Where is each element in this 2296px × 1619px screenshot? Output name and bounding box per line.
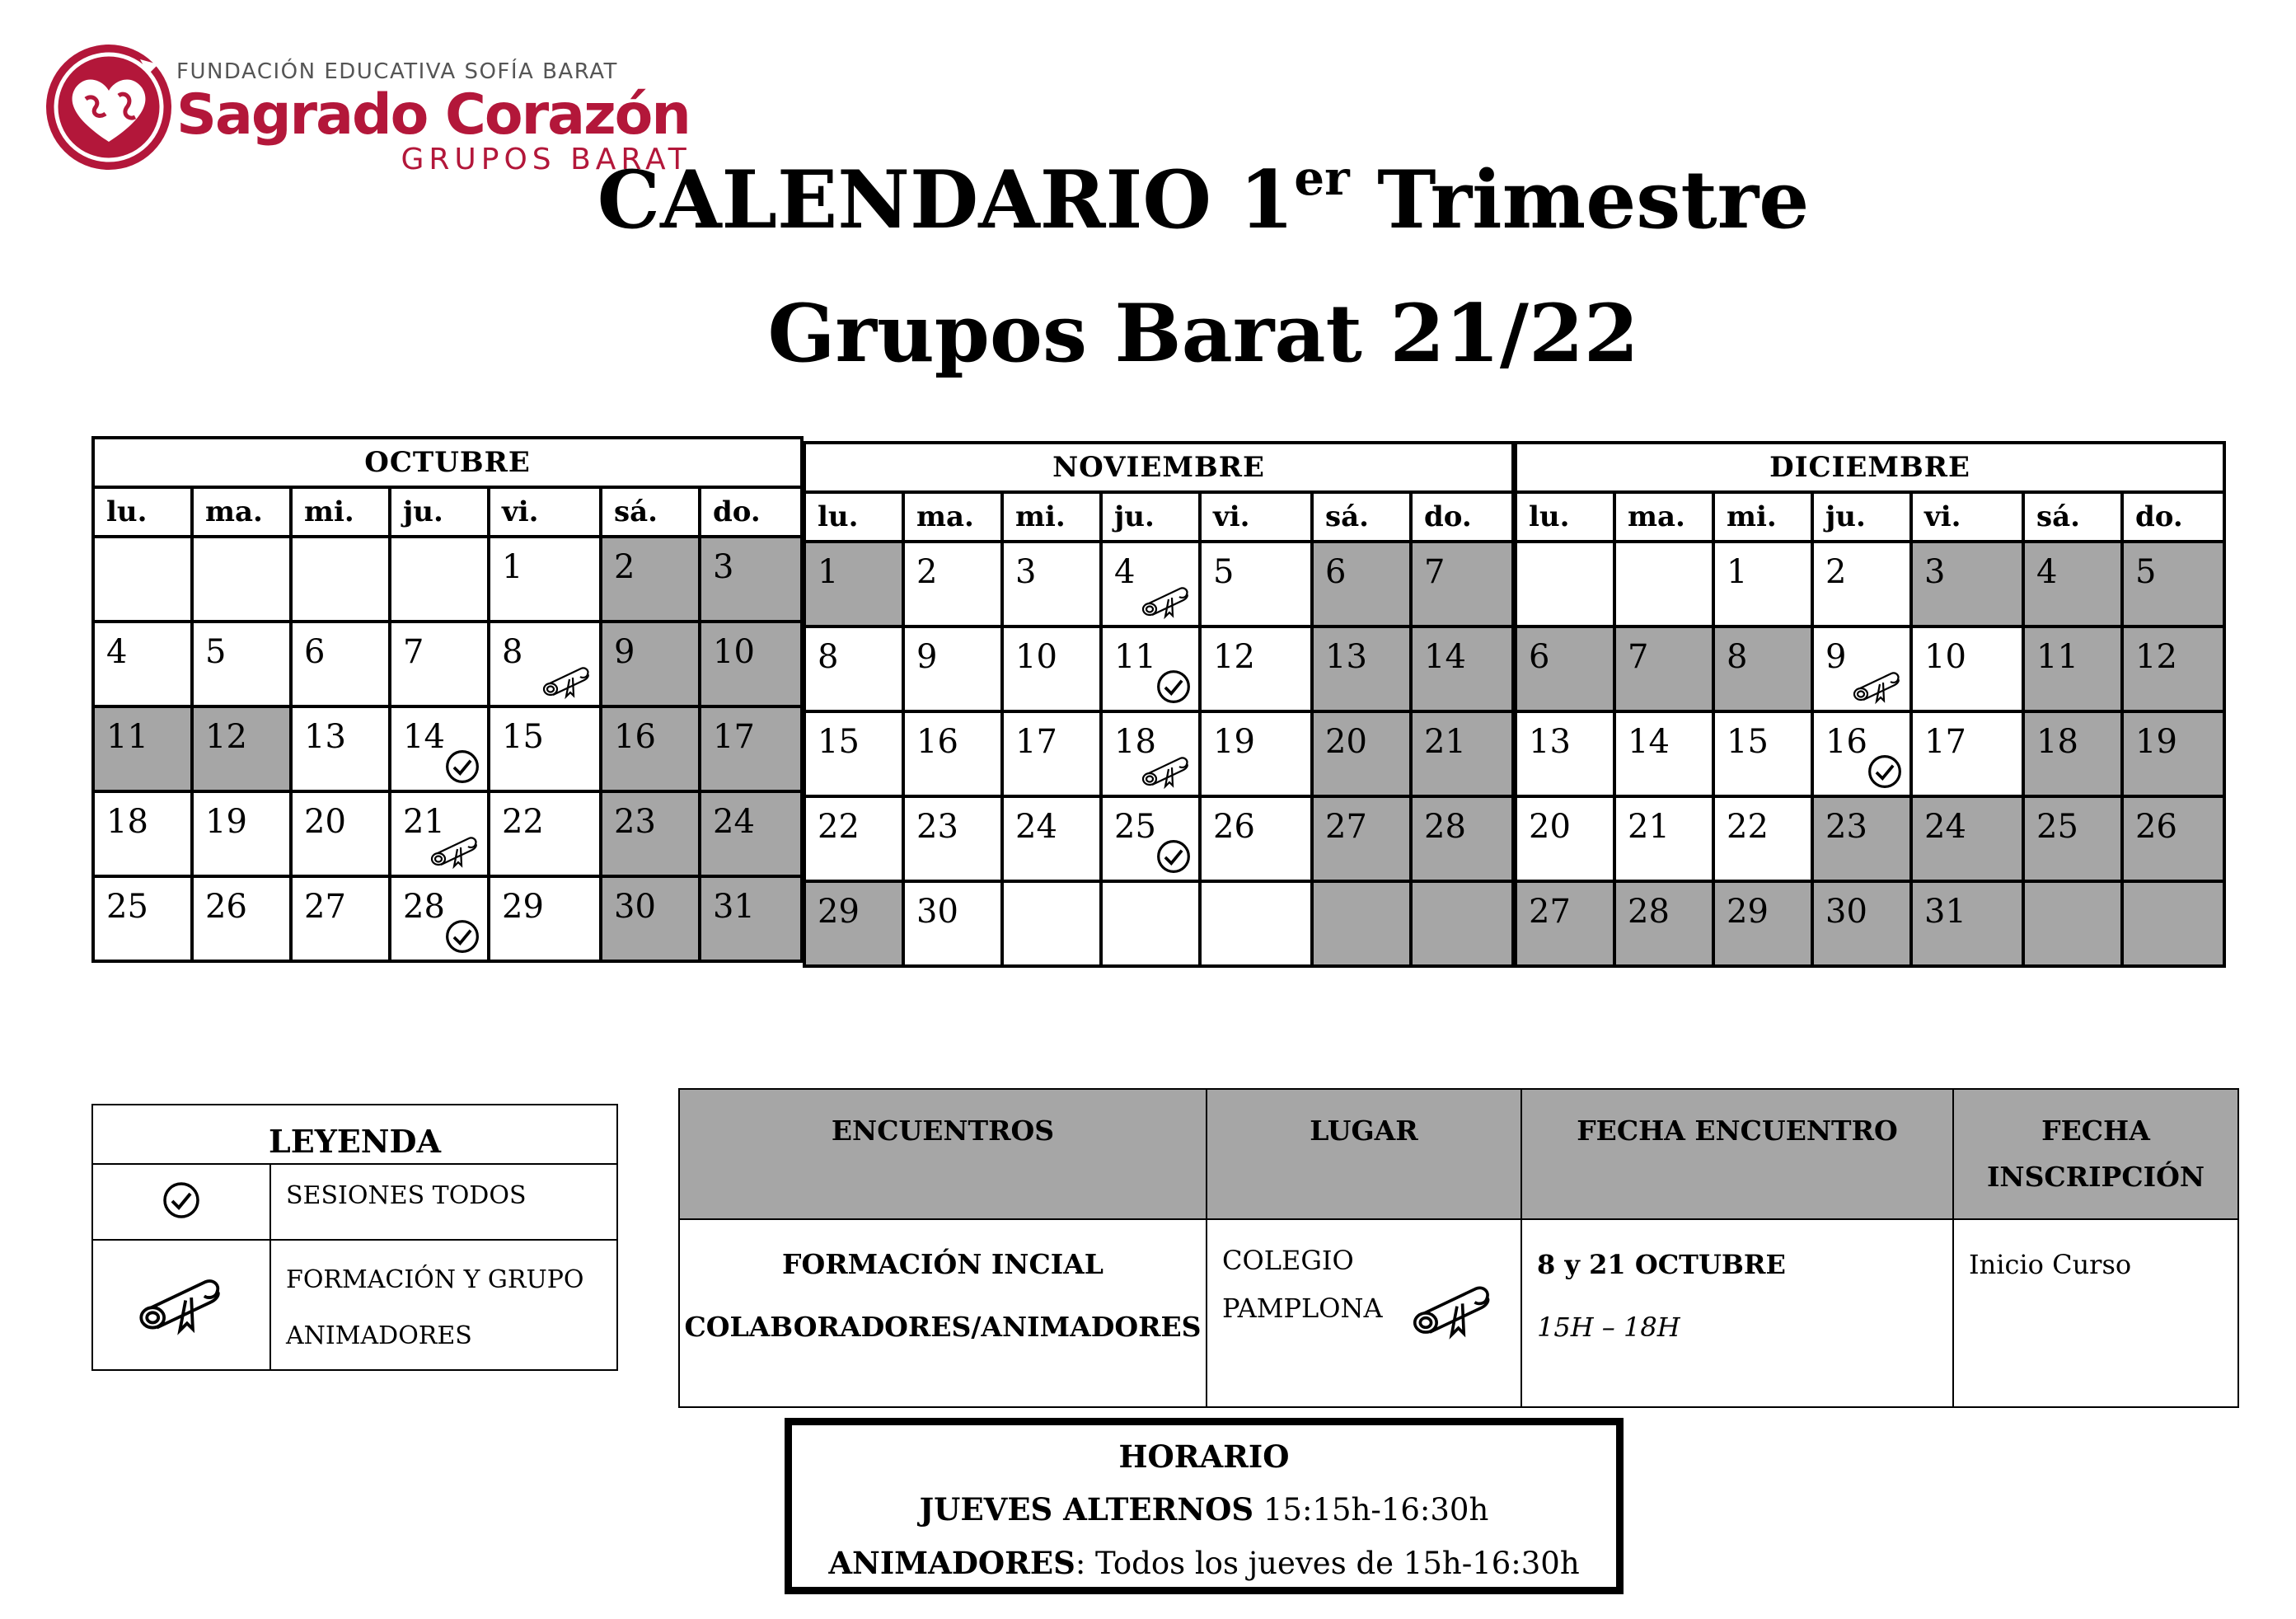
calendar-day: [1911, 796, 2023, 881]
day-number: 28: [1424, 808, 1466, 846]
day-number: 30: [1825, 893, 1867, 931]
page-title: CALENDARIO 1er Trimestre: [597, 150, 1810, 246]
calendar-day: [489, 706, 601, 791]
day-number: 11: [2036, 638, 2078, 676]
calendar-day: [804, 542, 903, 626]
calendar-day: [601, 791, 700, 876]
day-number: 17: [713, 718, 755, 756]
calendar-octubre: [91, 436, 804, 963]
day-number: 11: [1114, 638, 1156, 676]
calendar-diciembre: [1514, 441, 2226, 968]
calendar-day: [1812, 542, 1911, 626]
calendar-day: [291, 791, 390, 876]
month-name: DICIEMBRE: [1516, 443, 2224, 492]
calendar-day: [390, 537, 489, 622]
weekday-header: ju.: [1812, 492, 1911, 542]
day-number: 2: [916, 553, 938, 591]
scroll-icon: [136, 1270, 227, 1336]
header-fecha-encuentro: FECHA ENCUENTRO: [1521, 1089, 1953, 1219]
calendar-day: [2023, 881, 2122, 966]
day-number: 1: [1727, 553, 1748, 591]
calendar-day: [390, 622, 489, 706]
calendar-week: [1516, 711, 2224, 796]
weekday-header: lu.: [93, 487, 192, 537]
weekday-header: lu.: [1516, 492, 1614, 542]
calendar-week: [804, 796, 1513, 881]
calendar-day: [1312, 626, 1411, 711]
day-number: 13: [1325, 638, 1367, 676]
calendar-day: [1713, 542, 1812, 626]
calendar-day: [1812, 796, 1911, 881]
header-fecha-inscripcion: FECHA INSCRIPCIÓN: [1953, 1089, 2238, 1219]
day-number: 31: [1924, 893, 1966, 931]
calendar-day: [1812, 626, 1911, 711]
day-number: 12: [2135, 638, 2177, 676]
day-number: 19: [2135, 723, 2177, 761]
calendar-day: [93, 876, 192, 961]
calendar-day: [1713, 711, 1812, 796]
day-number: 30: [916, 893, 958, 931]
day-number: 20: [304, 803, 346, 841]
day-number: 3: [713, 548, 734, 586]
day-number: 2: [1825, 553, 1847, 591]
calendar-day: [1002, 711, 1101, 796]
day-number: 18: [106, 803, 148, 841]
day-number: 7: [1424, 553, 1446, 591]
day-number: 24: [1015, 808, 1057, 846]
calendar-day: [2122, 711, 2224, 796]
day-number: 21: [403, 803, 445, 841]
scroll-icon: [1141, 582, 1192, 620]
calendar-week: [804, 542, 1513, 626]
calendar-day: [1516, 542, 1614, 626]
day-number: 23: [916, 808, 958, 846]
day-number: 25: [106, 888, 148, 926]
day-number: 7: [403, 633, 424, 671]
month-name: OCTUBRE: [93, 438, 802, 487]
check-icon: [1155, 669, 1192, 705]
calendar-day: [93, 706, 192, 791]
calendar-day: [903, 711, 1002, 796]
calendar-day: [903, 626, 1002, 711]
day-number: 5: [1213, 553, 1235, 591]
check-icon: [444, 918, 480, 955]
day-number: 18: [1114, 723, 1156, 761]
calendar-day: [804, 626, 903, 711]
day-number: 4: [106, 633, 128, 671]
calendar-day: [1200, 542, 1312, 626]
calendar-day: [1911, 711, 2023, 796]
day-number: 25: [2036, 808, 2078, 846]
day-number: 13: [1529, 723, 1571, 761]
day-number: 9: [614, 633, 635, 671]
day-number: 1: [818, 553, 839, 591]
calendar-day: [804, 796, 903, 881]
calendar-day: [1101, 881, 1200, 966]
day-number: 3: [1924, 553, 1946, 591]
calendar-day: [489, 622, 601, 706]
weekday-header: vi.: [1911, 492, 2023, 542]
day-number: 13: [304, 718, 346, 756]
day-number: 31: [713, 888, 755, 926]
day-number: 18: [2036, 723, 2078, 761]
calendar-day: [1411, 796, 1513, 881]
weekday-header: vi.: [1200, 492, 1312, 542]
calendar-day: [2122, 796, 2224, 881]
calendar-day: [1516, 881, 1614, 966]
legend-title: LEYENDA: [92, 1105, 617, 1164]
calendar-day: [1101, 796, 1200, 881]
day-number: 8: [818, 638, 839, 676]
cell-fecha-encuentro: 8 y 21 OCTUBRE 15H – 18H: [1521, 1219, 1953, 1407]
day-number: 15: [818, 723, 860, 761]
day-number: 22: [1727, 808, 1769, 846]
calendar-day: [1911, 881, 2023, 966]
calendar-day: [1614, 626, 1713, 711]
weekday-header: ma.: [192, 487, 291, 537]
weekday-header: do.: [1411, 492, 1513, 542]
day-number: 1: [502, 548, 523, 586]
day-number: 15: [502, 718, 544, 756]
calendar-day: [1713, 626, 1812, 711]
calendar-day: [192, 622, 291, 706]
day-number: 4: [1114, 553, 1136, 591]
calendar-day: [1516, 796, 1614, 881]
day-number: 9: [916, 638, 938, 676]
scroll-icon: [541, 662, 593, 700]
calendar-day: [1312, 542, 1411, 626]
calendar-day: [390, 706, 489, 791]
calendar-week: [93, 706, 802, 791]
day-number: 25: [1114, 808, 1156, 846]
calendar-day: [903, 542, 1002, 626]
month-name: NOVIEMBRE: [804, 443, 1513, 492]
legend-table: [91, 1104, 618, 1371]
calendar-day: [601, 876, 700, 961]
logo-groups-text: GRUPOS BARAT: [401, 143, 691, 176]
day-number: 10: [1924, 638, 1966, 676]
day-number: 5: [205, 633, 227, 671]
calendar-day: [390, 791, 489, 876]
day-number: 16: [614, 718, 656, 756]
day-number: 3: [1015, 553, 1037, 591]
day-number: 28: [403, 888, 445, 926]
legend-scroll-cell: [92, 1240, 270, 1370]
day-number: 21: [1628, 808, 1670, 846]
header-lugar: LUGAR: [1207, 1089, 1521, 1219]
day-number: 27: [1325, 808, 1367, 846]
day-number: 11: [106, 718, 148, 756]
calendar-day: [1411, 881, 1513, 966]
day-number: 29: [818, 893, 860, 931]
calendar-day: [489, 791, 601, 876]
weekday-header: mi.: [291, 487, 390, 537]
calendar-day: [291, 876, 390, 961]
schedule-box: [785, 1418, 1624, 1594]
check-icon: [1867, 753, 1903, 790]
calendar-day: [1002, 881, 1101, 966]
logo: [43, 41, 691, 176]
cell-fecha-inscripcion: Inicio Curso: [1953, 1219, 2238, 1407]
day-number: 26: [2135, 808, 2177, 846]
calendar-day: [903, 881, 1002, 966]
check-icon: [162, 1180, 201, 1220]
calendar-day: [700, 791, 802, 876]
weekday-header: sá.: [1312, 492, 1411, 542]
calendar-day: [700, 537, 802, 622]
day-number: 14: [1424, 638, 1466, 676]
day-number: 6: [304, 633, 326, 671]
calendar-day: [1200, 626, 1312, 711]
day-number: 5: [2135, 553, 2157, 591]
calendar-day: [1312, 881, 1411, 966]
day-number: 14: [1628, 723, 1670, 761]
day-number: 12: [205, 718, 247, 756]
calendar-day: [601, 706, 700, 791]
calendar-week: [804, 626, 1513, 711]
weekday-header: mi.: [1002, 492, 1101, 542]
schedule-title: HORARIO: [1118, 1438, 1290, 1475]
weekday-header: do.: [2122, 492, 2224, 542]
calendar-day: [601, 622, 700, 706]
calendar-day: [1002, 626, 1101, 711]
day-number: 23: [1825, 808, 1867, 846]
check-icon: [444, 748, 480, 785]
day-number: 8: [502, 633, 523, 671]
legend-check-cell: [92, 1164, 270, 1240]
day-number: 26: [205, 888, 247, 926]
calendar-day: [601, 537, 700, 622]
page-subtitle: Grupos Barat 21/22: [767, 287, 1639, 380]
day-number: 27: [304, 888, 346, 926]
calendar-day: [1101, 542, 1200, 626]
schedule-line-alternos: JUEVES ALTERNOS 15:15h-16:30h: [919, 1491, 1489, 1527]
calendar-day: [1614, 881, 1713, 966]
calendar-week: [1516, 881, 2224, 966]
scroll-icon: [1852, 667, 1903, 705]
calendar-week: [93, 537, 802, 622]
day-number: 16: [1825, 723, 1867, 761]
calendar-day: [700, 622, 802, 706]
calendar-day: [700, 876, 802, 961]
calendar-week: [93, 876, 802, 961]
calendar-day: [2023, 796, 2122, 881]
day-number: 22: [818, 808, 860, 846]
day-number: 30: [614, 888, 656, 926]
weekday-header: ma.: [1614, 492, 1713, 542]
calendar-day: [804, 711, 903, 796]
day-number: 26: [1213, 808, 1255, 846]
calendar-day: [192, 706, 291, 791]
calendar-week: [93, 622, 802, 706]
calendar-day: [489, 876, 601, 961]
weekday-header: ju.: [390, 487, 489, 537]
day-number: 24: [713, 803, 755, 841]
calendar-day: [1911, 542, 2023, 626]
calendar-day: [2023, 626, 2122, 711]
calendar-day: [93, 622, 192, 706]
day-number: 16: [916, 723, 958, 761]
calendar-day: [1002, 796, 1101, 881]
weekday-header: lu.: [804, 492, 903, 542]
calendar-day: [1411, 542, 1513, 626]
calendar-day: [291, 622, 390, 706]
schedule-line-animadores: ANIMADORES: Todos los jueves de 15h-16:30h: [828, 1545, 1580, 1581]
calendar-day: [1911, 626, 2023, 711]
cell-encuentro: FORMACIÓN INCIAL COLABORADORES/ANIMADORES: [679, 1219, 1207, 1407]
day-number: 22: [502, 803, 544, 841]
day-number: 23: [614, 803, 656, 841]
day-number: 29: [1727, 893, 1769, 931]
weekday-header: ma.: [903, 492, 1002, 542]
calendar-day: [1002, 542, 1101, 626]
day-number: 20: [1529, 808, 1571, 846]
day-number: 24: [1924, 808, 1966, 846]
weekday-header: ju.: [1101, 492, 1200, 542]
calendar-day: [1614, 711, 1713, 796]
calendar-day: [192, 537, 291, 622]
day-number: 6: [1325, 553, 1347, 591]
weekday-header: sá.: [2023, 492, 2122, 542]
legend-scroll-text: FORMACIÓN Y GRUPO ANIMADORES: [270, 1240, 617, 1370]
calendar-day: [2122, 881, 2224, 966]
calendar-week: [1516, 796, 2224, 881]
day-number: 10: [713, 633, 755, 671]
calendar-week: [804, 711, 1513, 796]
calendar-day: [192, 876, 291, 961]
logo-heart-globe-icon: [43, 41, 175, 173]
weekday-header: vi.: [489, 487, 601, 537]
weekday-header: do.: [700, 487, 802, 537]
day-number: 6: [1529, 638, 1550, 676]
day-number: 17: [1924, 723, 1966, 761]
day-number: 4: [2036, 553, 2058, 591]
calendar-day: [2023, 542, 2122, 626]
calendar-noviembre: [803, 441, 1515, 968]
day-number: 28: [1628, 893, 1670, 931]
calendar-day: [2023, 711, 2122, 796]
calendar-day: [804, 881, 903, 966]
check-icon: [1155, 838, 1192, 875]
calendar-week: [93, 791, 802, 876]
calendar-day: [1713, 881, 1812, 966]
calendar-day: [192, 791, 291, 876]
calendar-day: [1411, 626, 1513, 711]
day-number: 9: [1825, 638, 1847, 676]
calendar-day: [1101, 626, 1200, 711]
calendar-day: [1516, 626, 1614, 711]
logo-brand-name: Sagrado Corazón: [176, 82, 690, 148]
calendar-day: [1312, 796, 1411, 881]
day-number: 7: [1628, 638, 1649, 676]
logo-foundation-text: FUNDACIÓN EDUCATIVA SOFÍA BARAT: [176, 59, 618, 84]
calendar-day: [1614, 796, 1713, 881]
legend-check-text: SESIONES TODOS: [270, 1164, 617, 1240]
day-number: 12: [1213, 638, 1255, 676]
day-number: 14: [403, 718, 445, 756]
calendar-day: [1614, 542, 1713, 626]
calendar-day: [93, 537, 192, 622]
calendar-day: [291, 537, 390, 622]
calendar-day: [1713, 796, 1812, 881]
calendar-day: [700, 706, 802, 791]
calendar-day: [1312, 711, 1411, 796]
calendar-week: [804, 881, 1513, 966]
calendar-day: [1200, 711, 1312, 796]
calendar-day: [1516, 711, 1614, 796]
day-number: 8: [1727, 638, 1748, 676]
day-number: 10: [1015, 638, 1057, 676]
calendar-day: [2122, 542, 2224, 626]
calendar-week: [1516, 542, 2224, 626]
calendar-day: [390, 876, 489, 961]
calendar-day: [1812, 711, 1911, 796]
cell-lugar: COLEGIO PAMPLONA: [1207, 1219, 1521, 1407]
calendar-day: [903, 796, 1002, 881]
calendar-day: [1812, 881, 1911, 966]
weekday-header: sá.: [601, 487, 700, 537]
day-number: 15: [1727, 723, 1769, 761]
day-number: 2: [614, 548, 635, 586]
scroll-icon: [429, 832, 480, 870]
calendar-day: [1200, 881, 1312, 966]
scroll-icon: [1141, 752, 1192, 790]
weekday-header: mi.: [1713, 492, 1812, 542]
scroll-icon: [1410, 1278, 1496, 1340]
calendar-day: [1411, 711, 1513, 796]
calendar-day: [2122, 626, 2224, 711]
calendar-day: [291, 706, 390, 791]
title-superscript: er: [1294, 150, 1350, 206]
calendar-day: [1200, 796, 1312, 881]
day-number: 29: [502, 888, 544, 926]
calendar-day: [93, 791, 192, 876]
calendar-day: [489, 537, 601, 622]
day-number: 19: [205, 803, 247, 841]
day-number: 20: [1325, 723, 1367, 761]
day-number: 21: [1424, 723, 1466, 761]
day-number: 17: [1015, 723, 1057, 761]
day-number: 19: [1213, 723, 1255, 761]
meetings-table: [678, 1088, 2239, 1408]
calendar-week: [1516, 626, 2224, 711]
day-number: 27: [1529, 893, 1571, 931]
header-encuentros: ENCUENTROS: [679, 1089, 1207, 1219]
calendar-day: [1101, 711, 1200, 796]
